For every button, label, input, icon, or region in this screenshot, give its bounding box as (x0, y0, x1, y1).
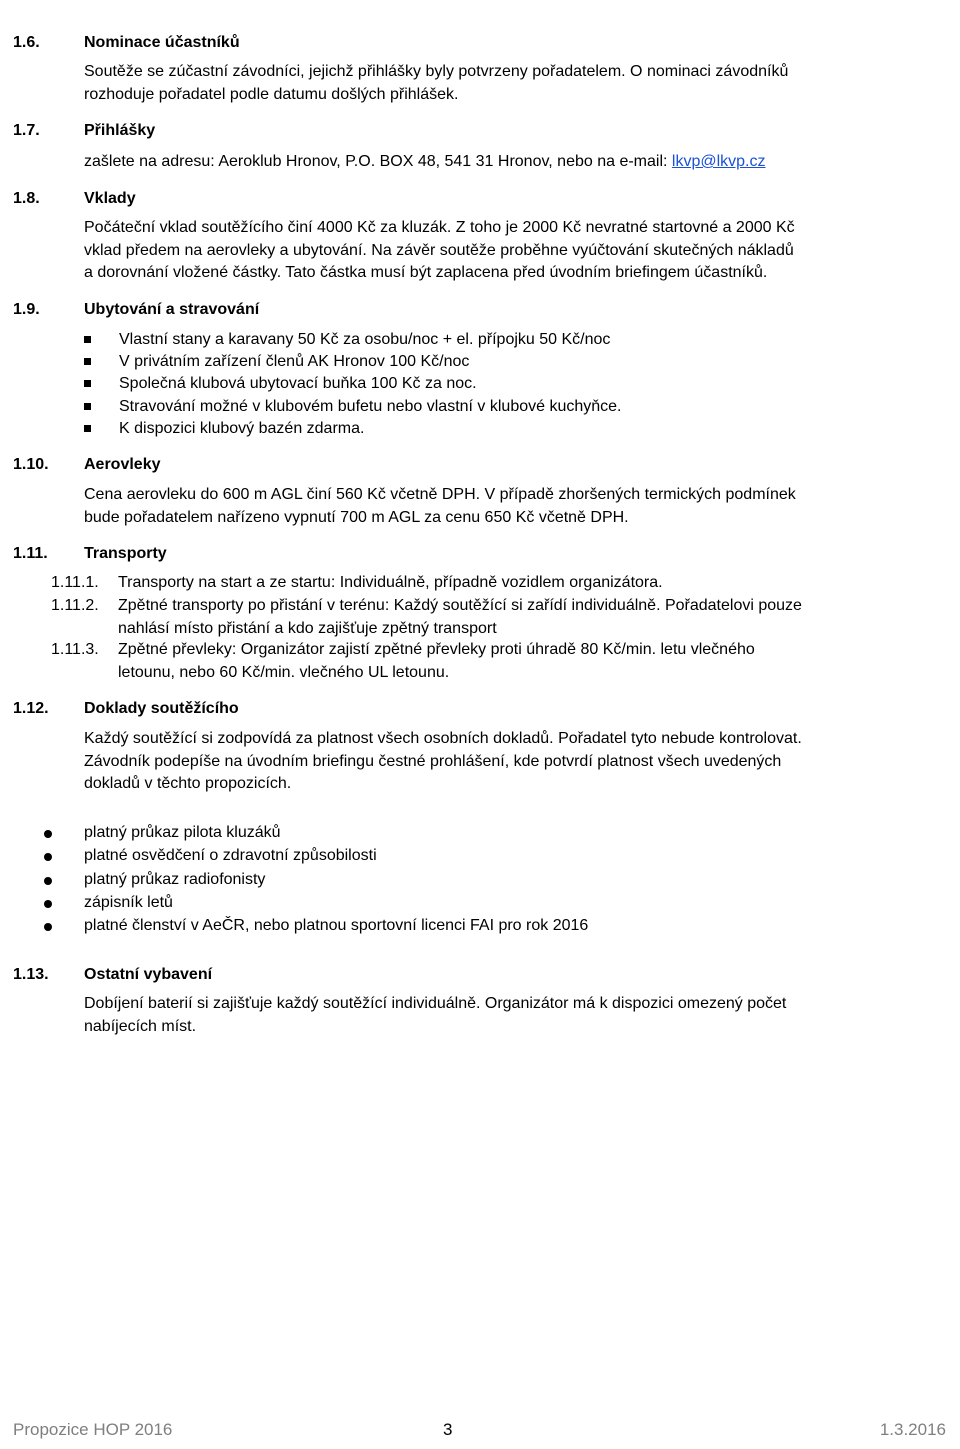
bullet-icon (44, 830, 52, 838)
section-number: 1.7. (13, 122, 40, 139)
square-bullet-icon (84, 403, 91, 410)
bullet-icon (44, 923, 52, 931)
list-item-text: Společná klubová ubytovací buňka 100 Kč za noc. (119, 375, 477, 392)
paragraph-line: Počáteční vklad soutěžícího činí 4000 Kč za kluzák. Z toho je 2000 Kč nevratné startovné a 2000 Kč (84, 219, 795, 236)
paragraph-line: Závodník podepíše na úvodním briefingu čestné prohlášení, kde potvrdí platnost všech uvedených (84, 752, 782, 770)
paragraph-line: Cena aerovleku do 600 m AGL činí 560 Kč včetně DPH. V případě zhoršených termických podmínek (84, 486, 796, 503)
section-number: 1.12. (13, 700, 49, 717)
paragraph-line: Soutěže se zúčastní závodníci, jejichž přihlášky byly potvrzeny pořadatelem. O nominaci závodníků (84, 63, 789, 80)
subsection-text (118, 572, 663, 595)
footer-page-number: 3 (443, 1420, 453, 1439)
address-text: zašlete na adresu: Aeroklub Hronov, P.O. BOX 48, 541 31 Hronov, nebo na e-mail: (84, 153, 672, 170)
list-item-text: V privátním zařízení členů AK Hronov 100 Kč/noc (119, 353, 470, 370)
section-title: Aerovleky (84, 456, 161, 473)
section-number: 1.10. (13, 456, 49, 473)
paragraph-line: rozhoduje pořadatel podle datumu došlých přihlášek. (84, 85, 459, 103)
square-bullet-icon (84, 358, 91, 365)
paragraph-line: Transporty na start a ze startu: Individuálně, případně vozidlem organizátora. (118, 574, 663, 591)
subsection-number: 1.11.3. (51, 641, 99, 658)
section-title: Ubytování a stravování (84, 301, 260, 318)
list-item-text: platný průkaz radiofonisty (84, 871, 266, 888)
section-number: 1.11. (13, 545, 48, 562)
paragraph-line: Zpětné převleky: Organizátor zajistí zpětné převleky proti úhradě 80 Kč/min. letu vlečného (118, 641, 755, 658)
section-number: 1.13. (13, 966, 49, 983)
section-number: 1.9. (13, 301, 40, 318)
paragraph-line (84, 151, 954, 174)
footer-document-title: Propozice HOP 2016 (13, 1420, 173, 1439)
subsection-number: 1.11.2. (51, 597, 99, 614)
paragraph-line: bude pořadatelem nařízeno vypnutí 700 m AGL za cenu 650 Kč včetně DPH. (84, 508, 629, 526)
section-body-1-6 (84, 61, 954, 106)
section-body-1-13 (84, 993, 954, 1038)
paragraph-line: vklad předem na aerovleky a ubytování. Na závěr soutěže proběhne vyúčtování skutečných nákladů (84, 241, 794, 259)
list-item-text: Vlastní stany a karavany 50 Kč za osobu/noc + el. přípojku 50 Kč/noc (119, 331, 611, 348)
section-title: Doklady soutěžícího (84, 700, 239, 717)
paragraph-line: dokladů v těchto propozicích. (84, 775, 292, 792)
paragraph-line: a dorovnání vložené částky. Tato částka musí být zaplacena před úvodním briefingem účastníků. (84, 264, 768, 281)
list-item-text: platný průkaz pilota kluzáků (84, 824, 281, 841)
paragraph-line: Každý soutěžící si zodpovídá za platnost všech osobních dokladů. Pořadatel tyto nebude kontrolovat. (84, 730, 802, 747)
subsection-number: 1.11.1. (51, 574, 99, 591)
paragraph-line: nabíjecích míst. (84, 1017, 197, 1035)
section-title: Přihlášky (84, 122, 156, 139)
bullet-icon (44, 853, 52, 861)
section-body-1-7 (84, 151, 954, 174)
section-title: Vklady (84, 190, 136, 207)
section-body-1-8 (84, 217, 954, 285)
paragraph-line: nahlásí místo přistání a kdo zajišťuje zpětný transport (118, 619, 497, 637)
section-number: 1.8. (13, 190, 40, 207)
paragraph-line: letounu, nebo 60 Kč/min. vlečného UL letounu. (118, 663, 450, 681)
section-body-1-12 (84, 728, 954, 796)
list-item-text: platné členství v AeČR, nebo platnou sportovní licenci FAI pro rok 2016 (84, 917, 589, 934)
section-body-1-10 (84, 484, 954, 529)
list-item-text: Stravování možné v klubovém bufetu nebo vlastní v klubové kuchyňce. (119, 398, 622, 415)
list-item-text: K dispozici klubový bazén zdarma. (119, 420, 365, 437)
square-bullet-icon (84, 336, 91, 343)
list-item-text: zápisník letů (84, 894, 173, 911)
subsection-text (118, 595, 802, 640)
section-title: Nominace účastníků (84, 34, 240, 51)
section-title: Transporty (84, 545, 167, 562)
square-bullet-icon (84, 425, 91, 432)
list-item-text: platné osvědčení o zdravotní způsobilosti (84, 847, 377, 864)
subsection-text (118, 639, 755, 684)
bullet-icon (44, 900, 52, 908)
square-bullet-icon (84, 380, 91, 387)
bullet-icon (44, 877, 52, 885)
email-link[interactable]: lkvp@lkvp.cz (671, 153, 766, 170)
section-number: 1.6. (13, 34, 40, 51)
paragraph-line: Dobíjení baterií si zajišťuje každý soutěžící individuálně. Organizátor má k dispozici omezený počet (84, 995, 787, 1012)
section-title: Ostatní vybavení (84, 966, 213, 983)
footer-date: 1.3.2016 (879, 1420, 946, 1439)
paragraph-line: Zpětné transporty po přistání v terénu: Každý soutěžící si zařídí individuálně. Pořadatelovi pouze (118, 597, 802, 614)
